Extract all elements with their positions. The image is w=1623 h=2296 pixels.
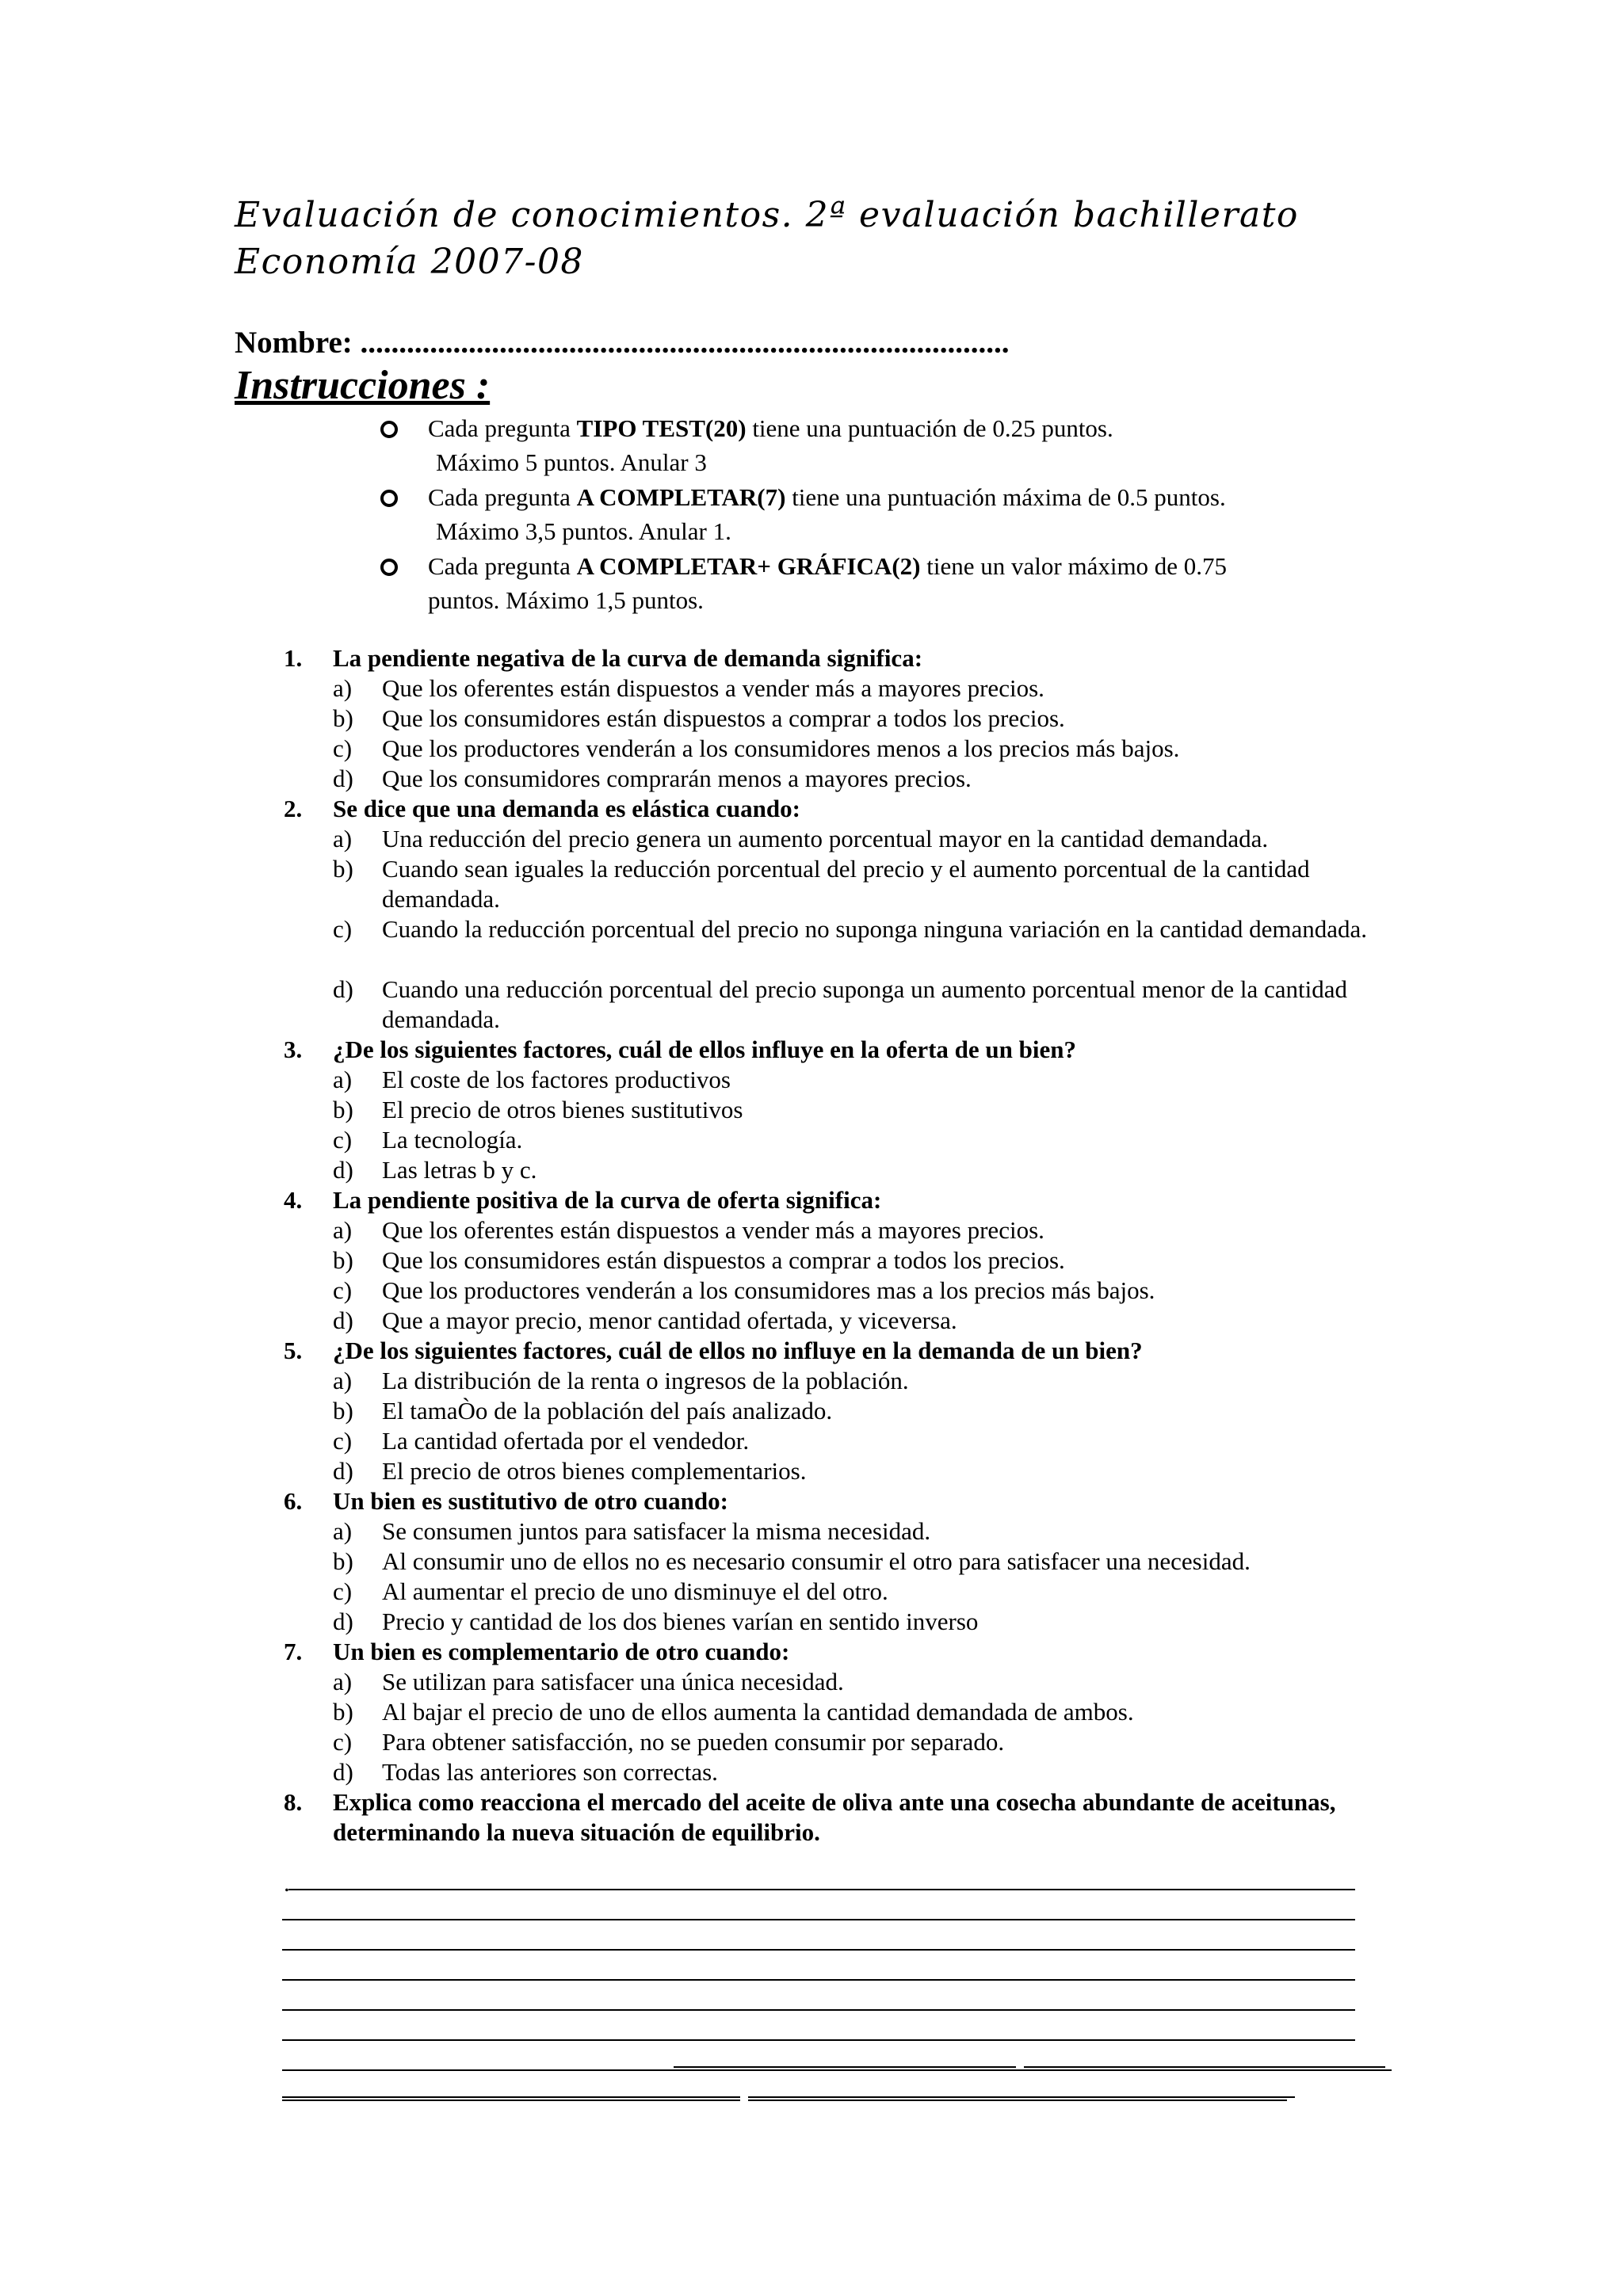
question-number: 6. [284, 1487, 303, 1515]
option-letter: a) [333, 1216, 353, 1244]
instruction-item [428, 480, 1226, 514]
question-number: 1. [284, 644, 303, 672]
option-text: Se utilizan para satisfacer una única necesidad. [382, 1668, 844, 1695]
answer-line[interactable] [282, 2039, 1355, 2041]
option-text: La distribución de la renta o ingresos de la población. [382, 1367, 909, 1394]
answer-line[interactable] [282, 2096, 740, 2098]
option-letter: b) [333, 704, 353, 732]
instruction-item-cont: puntos. Máximo 1,5 puntos. [428, 586, 704, 614]
question-number: 5. [284, 1337, 303, 1364]
name-field[interactable]: Nombre: .................................................................................... [235, 326, 1010, 360]
instruction-item [428, 549, 1227, 583]
answer-line[interactable] [288, 1889, 1355, 1890]
answer-line-segment [674, 2066, 1016, 2068]
option-text: El precio de otros bienes complementarios. [382, 1457, 807, 1485]
instruction-emphasis: A COMPLETAR(7) [576, 483, 786, 511]
option-text: El coste de los factores productivos [382, 1066, 731, 1093]
option-text: Cuando la reducción porcentual del precio no suponga ninguna variación en la cantidad demandada. [382, 915, 1367, 943]
option-text: Una reducción del precio genera un aumento porcentual mayor en la cantidad demandada. [382, 825, 1269, 852]
option-letter: d) [333, 1306, 353, 1334]
option-text: Que los productores venderán a los consumidores mas a los precios más bajos. [382, 1276, 1155, 1304]
option-letter: c) [333, 1276, 353, 1304]
question-number: 8. [284, 1788, 303, 1816]
answer-line[interactable] [748, 2096, 1295, 2098]
question-number: 2. [284, 795, 303, 822]
question-number: 3. [284, 1035, 303, 1063]
answer-line-segment [1024, 2066, 1385, 2068]
question-text: Un bien es complementario de otro cuando: [333, 1638, 790, 1665]
bullet-icon [380, 559, 398, 576]
option-letter: c) [333, 734, 353, 762]
question-text: Un bien es sustitutivo de otro cuando: [333, 1487, 728, 1515]
option-text: Cuando sean iguales la reducción porcentual del precio y el aumento porcentual de la cantidad demandada. [382, 855, 1310, 913]
option-text: Que los consumidores comprarán menos a mayores precios. [382, 765, 972, 792]
question-text: ¿De los siguientes factores, cuál de ellos no influye en la demanda de un bien? [333, 1337, 1143, 1364]
instruction-item-cont: Máximo 5 puntos. Anular 3 [436, 448, 707, 476]
option-text: Las letras b y c. [382, 1156, 537, 1184]
question-number: 4. [284, 1186, 303, 1214]
option-letter: a) [333, 1066, 353, 1093]
question-number: 7. [284, 1638, 303, 1665]
answer-leading-dot: . [284, 1869, 290, 1897]
instruction-emphasis: A COMPLETAR+ GRÁFICA(2) [576, 552, 921, 580]
exam-subtitle: Economía 2007-08 [235, 242, 584, 282]
answer-line[interactable] [282, 1979, 1355, 1981]
option-letter: c) [333, 1728, 353, 1756]
instruction-item-cont: Máximo 3,5 puntos. Anular 1. [436, 517, 731, 545]
instruction-text: Cada pregunta [428, 552, 577, 580]
question-text: ¿De los siguientes factores, cuál de ellos influye en la oferta de un bien? [333, 1035, 1076, 1063]
option-text: El precio de otros bienes sustitutivos [382, 1096, 743, 1123]
exam-title: Evaluación de conocimientos. 2ª evaluación bachillerato [235, 195, 1299, 235]
option-letter: b) [333, 1246, 353, 1274]
option-text: Se consumen juntos para satisfacer la misma necesidad. [382, 1517, 931, 1545]
option-text: Que los oferentes están dispuestos a vender más a mayores precios. [382, 674, 1044, 702]
option-text: Que a mayor precio, menor cantidad ofertada, y viceversa. [382, 1306, 957, 1334]
option-text: Al aumentar el precio de uno disminuye el del otro. [382, 1577, 888, 1605]
option-letter: b) [333, 1397, 353, 1425]
instruction-emphasis: TIPO TEST(20) [576, 414, 747, 442]
option-letter: a) [333, 1517, 353, 1545]
option-letter: d) [333, 1608, 353, 1635]
option-letter: a) [333, 674, 353, 702]
option-letter: c) [333, 1126, 353, 1154]
option-text: La cantidad ofertada por el vendedor. [382, 1427, 750, 1455]
question-text: La pendiente positiva de la curva de oferta significa: [333, 1186, 882, 1214]
option-letter: b) [333, 1547, 353, 1575]
option-letter: d) [333, 1156, 353, 1184]
instruction-text: tiene un valor máximo de 0.75 [920, 552, 1228, 580]
answer-line[interactable] [282, 2009, 1355, 2011]
question-text: Explica como reacciona el mercado del aceite de oliva ante una cosecha abundante de aceitunas, determinando la nueva situación de equilibrio. [333, 1788, 1336, 1846]
option-letter: a) [333, 825, 353, 852]
option-text: Para obtener satisfacción, no se pueden consumir por separado. [382, 1728, 1005, 1756]
option-letter: d) [333, 975, 353, 1003]
option-text: Que los consumidores están dispuestos a comprar a todos los precios. [382, 704, 1065, 732]
option-letter: d) [333, 1457, 353, 1485]
instruction-text: tiene una puntuación de 0.25 puntos. [746, 414, 1113, 442]
instruction-text: Cada pregunta [428, 414, 577, 442]
option-letter: d) [333, 1758, 353, 1786]
option-text: Que los oferentes están dispuestos a vender más a mayores precios. [382, 1216, 1044, 1244]
option-letter: d) [333, 765, 353, 792]
answer-line-segment [282, 2100, 740, 2101]
question-text: La pendiente negativa de la curva de demanda significa: [333, 644, 923, 672]
option-text: El tamaÒo de la población del país analizado. [382, 1397, 833, 1425]
option-letter: b) [333, 1096, 353, 1123]
instruction-item [428, 411, 1113, 445]
option-text: Todas las anteriores son correctas. [382, 1758, 718, 1786]
answer-line-segment [748, 2100, 1287, 2101]
option-text: Al consumir uno de ellos no es necesario consumir el otro para satisfacer una necesidad. [382, 1547, 1251, 1575]
bullet-icon [380, 490, 398, 507]
bullet-icon [380, 421, 398, 438]
option-letter: c) [333, 1577, 353, 1605]
option-letter: a) [333, 1367, 353, 1394]
option-text: La tecnología. [382, 1126, 523, 1154]
option-text: Que los productores venderán a los consumidores menos a los precios más bajos. [382, 734, 1180, 762]
instructions-heading: Instrucciones : [235, 363, 491, 408]
answer-line[interactable] [282, 1919, 1355, 1920]
answer-line[interactable] [282, 1949, 1355, 1951]
question-text: Se dice que una demanda es elástica cuando: [333, 795, 800, 822]
option-letter: c) [333, 1427, 353, 1455]
instruction-text: tiene una puntuación máxima de 0.5 puntos. [785, 483, 1226, 511]
answer-line[interactable] [282, 2069, 1392, 2071]
option-letter: a) [333, 1668, 353, 1695]
option-text: Al bajar el precio de uno de ellos aumenta la cantidad demandada de ambos. [382, 1698, 1134, 1726]
option-letter: c) [333, 915, 353, 943]
option-text: Que los consumidores están dispuestos a comprar a todos los precios. [382, 1246, 1065, 1274]
instruction-text: Cada pregunta [428, 483, 577, 511]
option-letter: b) [333, 855, 353, 883]
option-letter: b) [333, 1698, 353, 1726]
option-text: Cuando una reducción porcentual del precio suponga un aumento porcentual menor de la cantidad demandada. [382, 975, 1348, 1033]
option-text: Precio y cantidad de los dos bienes varían en sentido inverso [382, 1608, 979, 1635]
